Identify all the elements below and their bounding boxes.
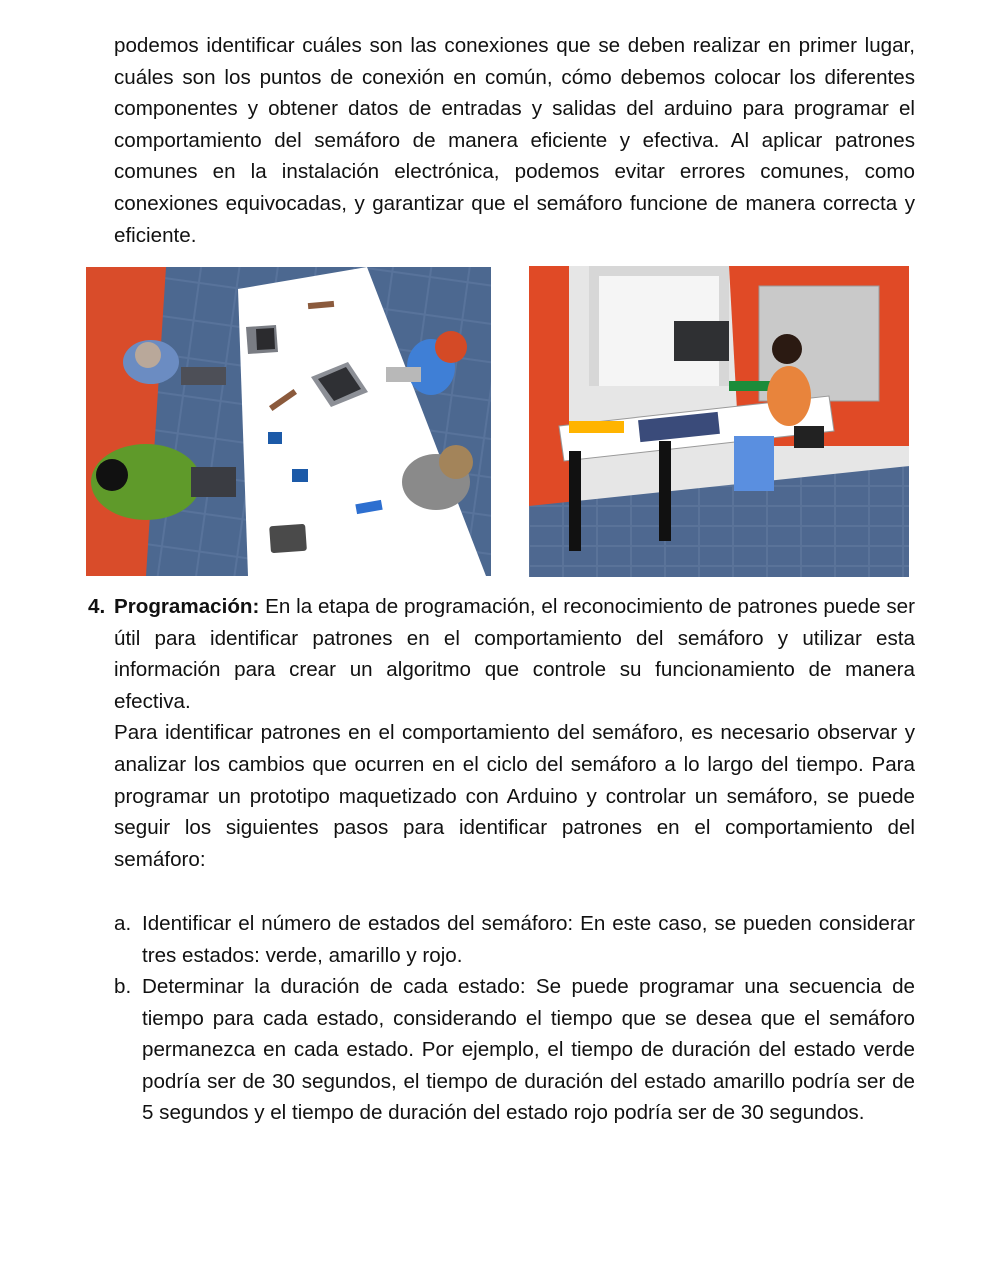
- intro-paragraph: podemos identificar cuáles son las conexiones que se deben realizar en primer lugar, cuáles son los puntos de conexión en común, cómo debemos colocar los diferentes componentes y obtener datos de entradas y salidas del arduino para programar el comportamiento del semáforo de manera eficiente y efectiva. Al aplicar patrones comunes en la instalación electrónica, podemos evitar errores comunes, como conexiones equivocadas, y garantizar que el semáforo funcione de manera correcta y eficiente.: [114, 34, 915, 247]
- workstation-render: [529, 266, 909, 577]
- step-a: [114, 908, 915, 971]
- team-table-render: [86, 267, 491, 576]
- step-b-text: Determinar la duración de cada estado: Se puede programar una secuencia de tiempo para cada estado, considerando el tiempo que se desea que el semáforo permanezca en cada estado. Por ejemplo, el tiempo de duración del estado verde podría ser de 30 segundos, el tiempo de duración del estado amarillo podría ser de 5 segundos y el tiempo de duración del estado rojo podría ser de 30 segundos.: [142, 975, 915, 1125]
- laptop-icon: [246, 325, 278, 354]
- section-4: [88, 591, 915, 875]
- section-4-number: 4.: [88, 595, 106, 618]
- monitor-icon: [674, 321, 729, 361]
- step-b: [114, 971, 915, 1129]
- team-table-illustration: [86, 267, 491, 576]
- step-a-text: Identificar el número de estados del semáforo: En este caso, se pueden considerar tres estados: verde, amarillo y rojo.: [142, 912, 915, 967]
- step-b-letter: b.: [114, 975, 132, 998]
- workstation-illustration: [529, 266, 909, 577]
- section-4-text: En la etapa de programación, el reconocimiento de patrones puede ser útil para identificar patrones en el comportamiento del semáforo y utilizar esta información para crear un algoritmo que controle su funcionamiento de manera efectiva.: [114, 595, 915, 713]
- tablet-icon: [269, 524, 307, 553]
- step-a-letter: a.: [114, 912, 132, 935]
- arduino-board-icon: [268, 432, 282, 444]
- arduino-board-icon: [292, 469, 308, 482]
- section-4-paragraph-2: Para identificar patrones en el comportamiento del semáforo, es necesario observar y analizar los cambios que ocurren en el ciclo del semáforo a lo largo del tiempo. Para programar un prototipo maquetizado con Arduino y controlar un semáforo, se puede seguir los siguientes pasos para identificar patrones en el comportamiento del semáforo:: [114, 721, 915, 871]
- section-4-heading: Programación:: [114, 595, 260, 618]
